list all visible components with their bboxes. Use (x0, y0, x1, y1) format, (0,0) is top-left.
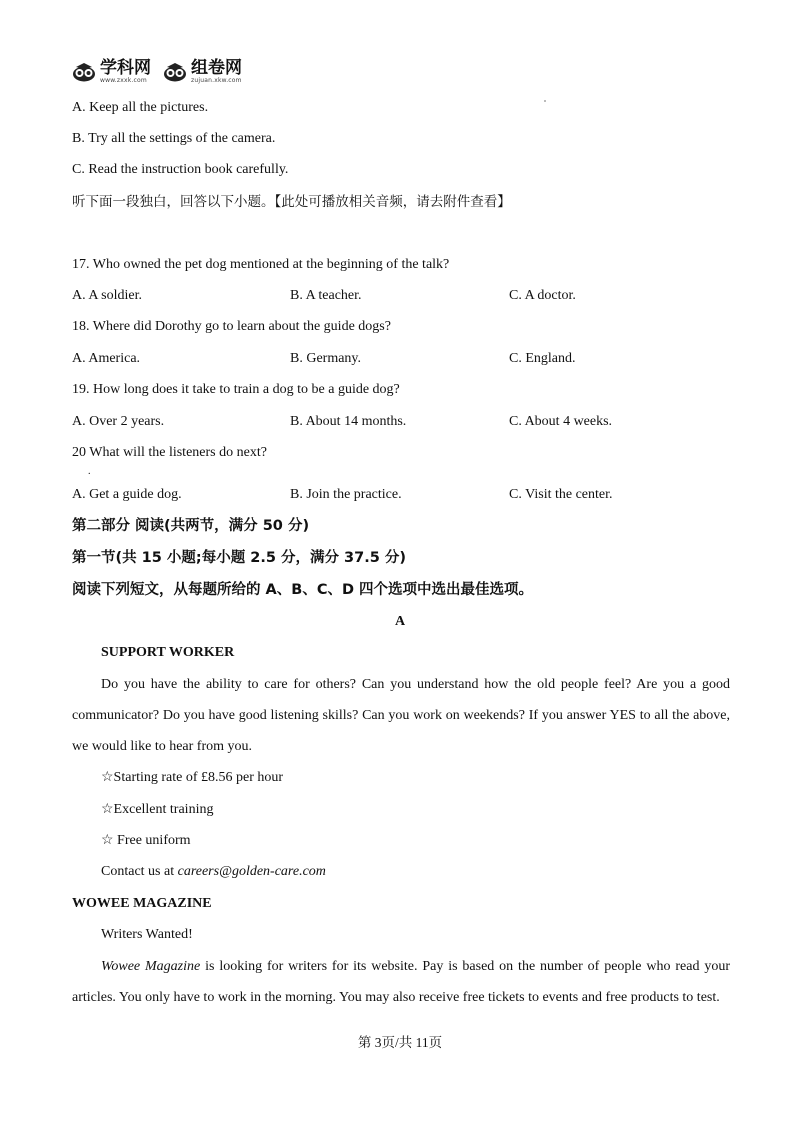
q20-option-a: A. Get a guide dog. (72, 487, 182, 502)
ad2-title: WOWEE MAGAZINE (72, 896, 212, 911)
section1-title: 第一节(共 15 小题;每小题 2.5 分，满分 37.5 分) (72, 550, 406, 566)
part2-title: 第二部分 阅读(共两节，满分 50 分) (72, 518, 310, 534)
q17-option-c: C. A doctor. (509, 288, 576, 303)
contact-prefix: Contact us at (101, 864, 178, 879)
zujuanwang-logo (163, 60, 242, 84)
page-number: 第 3页/共 11页 (357, 1035, 443, 1050)
logo-sub-text: www.zxxk.com (100, 77, 147, 84)
stray-dot (544, 100, 546, 102)
owl-icon (163, 62, 187, 82)
ad1-title: SUPPORT WORKER (101, 645, 235, 660)
q19-option-c: C. About 4 weeks. (509, 414, 613, 429)
ad2-body (72, 951, 730, 1013)
q19-option-b: B. About 14 months. (290, 414, 407, 429)
q17-option-b: B. A teacher. (290, 288, 362, 303)
q18-option-c: C. England. (509, 351, 576, 366)
q20-dot: . (88, 466, 91, 477)
magazine-name: Wowee Magazine (101, 959, 201, 974)
xuekewang-logo (72, 60, 151, 84)
q18-option-a: A. America. (72, 351, 141, 366)
ad1-body (72, 669, 730, 763)
passage-letter: A (394, 614, 406, 629)
monologue-intro: 听下面一段独白，回答以下小题。【此处可播放相关音频，请去附件查看】 (72, 194, 511, 210)
ad1-bullet-rate: ☆Starting rate of £8.56 per hour (101, 770, 284, 785)
ad1-bullet-uniform: ☆ Free uniform (101, 833, 191, 848)
question-18: 18. Where did Dorothy go to learn about the guide dogs? (72, 319, 391, 334)
question-20: 20 What will the listeners do next? (72, 445, 267, 460)
ad1-bullet-training: ☆Excellent training (101, 802, 214, 817)
contact-email: careers@golden-care.com (177, 864, 326, 879)
q20-option-b: B. Join the practice. (290, 487, 402, 502)
q16-option-c: C. Read the instruction book carefully. (72, 162, 289, 177)
ad1-contact (101, 862, 326, 882)
question-19: 19. How long does it take to train a dog to be a guide dog? (72, 382, 400, 397)
logo-main-text: 学科网 (100, 58, 151, 78)
ad2-subtitle: Writers Wanted! (101, 927, 193, 942)
reading-instruction: 阅读下列短文，从每题所给的 A、B、C、D 四个选项中选出最佳选项。 (72, 582, 534, 598)
q19-option-a: A. Over 2 years. (72, 414, 165, 429)
q16-option-a: A. Keep all the pictures. (72, 100, 209, 115)
logo-sub-text: zujuan.xkw.com (191, 77, 242, 84)
q18-option-b: B. Germany. (290, 351, 362, 366)
page-header (72, 58, 242, 86)
q20-option-c: C. Visit the center. (509, 487, 613, 502)
question-17: 17. Who owned the pet dog mentioned at the beginning of the talk? (72, 257, 450, 272)
owl-icon (72, 62, 96, 82)
q17-option-a: A. A soldier. (72, 288, 143, 303)
logo-main-text: 组卷网 (191, 58, 242, 78)
ad2-body-text: is looking for writers for its website. Pay is based on the number of people who read your articles. You only have to work in the morning. You may also receive free tickets to events and free products to test. (72, 959, 730, 1006)
ad1-body-text: Do you have the ability to care for others? Can you understand how the old people feel? Are you a good communicator? Do you have good listening skills? Can you work on weekends? If you answer YES to all the above, we would like to hear from you. (72, 677, 730, 755)
q16-option-b: B. Try all the settings of the camera. (72, 131, 276, 146)
